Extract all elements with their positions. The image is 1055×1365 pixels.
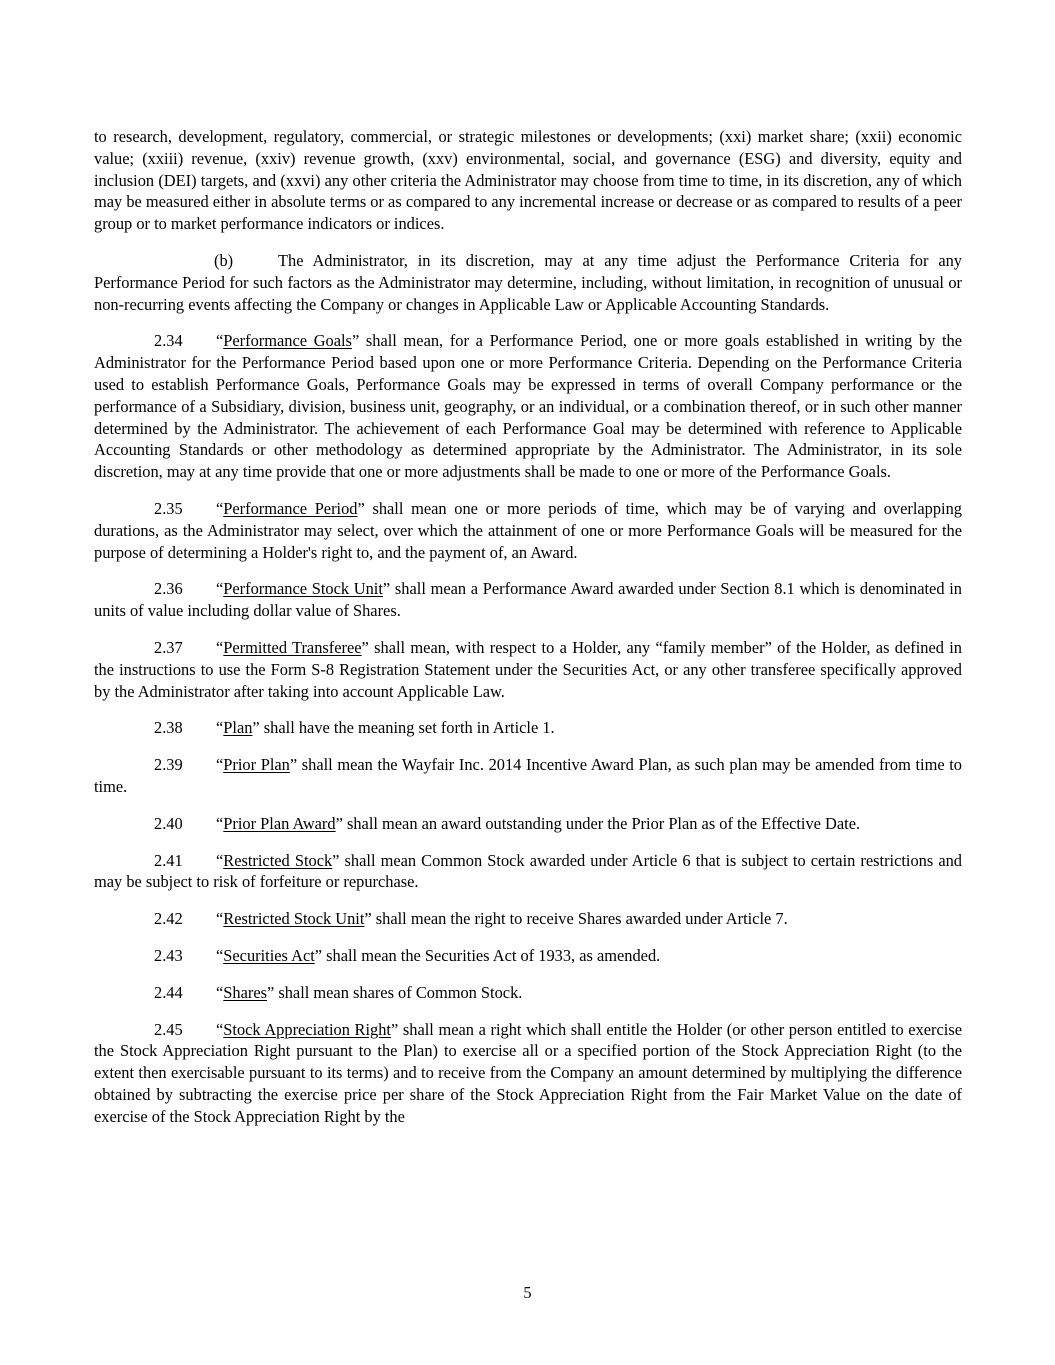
definition-text: ” shall mean one or more periods of time, which may be of varying and overlapping durations, as the Administrator may select, over which the attainment of one or more Performance Goals will be measured for the purpose of determining a Holder's right to, and the payment of, an Award. (94, 498, 963, 562)
subsection-label: (b) (214, 250, 234, 270)
defined-term: Restricted Stock Unit (223, 909, 365, 929)
definition-paragraph (94, 1019, 962, 1128)
definition-number: 2.37 (154, 637, 183, 657)
defined-term: Prior Plan (223, 755, 290, 775)
open-quote: “ (216, 755, 224, 775)
subsection-b (94, 250, 962, 315)
definition-paragraph (94, 945, 962, 967)
open-quote: “ (216, 498, 224, 518)
definition-number: 2.41 (154, 850, 183, 870)
definition-number: 2.34 (154, 331, 183, 351)
defined-term: Performance Stock Unit (223, 579, 383, 599)
definition-paragraph (94, 850, 962, 894)
defined-term: Securities Act (223, 945, 315, 965)
defined-term: Performance Goals (223, 331, 352, 351)
definition-text: ” shall mean, with respect to a Holder, any “family member” of the Holder, as defined in the instructions to use the Form S-8 Registration Statement under the Securities Act, or any other transferee specifically approved by the Administrator after taking into account Applicable Law. (94, 637, 962, 701)
definition-number: 2.40 (154, 813, 183, 833)
definition-text: ” shall mean the Securities Act of 1933, as amended. (314, 945, 661, 965)
definition-text: ” shall have the meaning set forth in Article 1. (252, 718, 555, 738)
open-quote: “ (216, 909, 224, 929)
definition-paragraph (94, 637, 962, 702)
definition-text: ” shall mean an award outstanding under the Prior Plan as of the Effective Date. (335, 813, 861, 833)
open-quote: “ (216, 718, 224, 738)
open-quote: “ (216, 850, 224, 870)
open-quote: “ (216, 637, 224, 657)
definition-paragraph (94, 754, 962, 798)
definition-number: 2.42 (154, 909, 183, 929)
definition-text: ” shall mean a Performance Award awarded under Section 8.1 which is denominated in units of value including dollar value of Shares. (94, 579, 962, 621)
open-quote: “ (216, 813, 224, 833)
definition-number: 2.45 (154, 1019, 183, 1039)
page-number: 5 (523, 1283, 532, 1302)
definition-text: ” shall mean shares of Common Stock. (266, 982, 523, 1002)
definition-text: ” shall mean the Wayfair Inc. 2014 Incentive Award Plan, as such plan may be amended from time to time. (94, 755, 962, 796)
definition-paragraph (94, 813, 962, 835)
definition-paragraph (94, 717, 962, 739)
definition-text: ” shall mean, for a Performance Period, one or more goals established in writing by the Administrator for the Performance Period based upon one or more Performance Criteria. Depending on the Performance Criteria used to establish Performance Goals, Performance Goals may be expressed in terms of overall Company performance or the performance of a Subsidiary, division, business unit, geography, or an individual, or a combination thereof, or in such other manner determined by the Administrator. The achievement of each Performance Goal may be determined with reference to Applicable Accounting Standards or other methodology as determined appropriate by the Administrator. The Administrator, in its sole discretion, may at any time provide that one or more adjustments shall be made to one or more of the Performance Goals. (94, 331, 962, 482)
definition-text: ” shall mean a right which shall entitle the Holder (or other person entitled to exercise the Stock Appreciation Right pursuant to the Plan) to exercise all or a specified portion of the Stock Appreciation Right (to the extent then exercisable pursuant to its terms) and to receive from the Company an amount determined by multiplying the difference obtained by subtracting the exercise price per share of the Stock Appreciation Right from the Fair Market Value on the date of exercise of the Stock Appreciation Right by the (94, 1019, 962, 1126)
definitions-list (94, 330, 962, 1127)
definition-number: 2.38 (154, 718, 183, 738)
defined-term: Stock Appreciation Right (223, 1019, 391, 1039)
definition-text: ” shall mean Common Stock awarded under Article 6 that is subject to certain restrictions and may be subject to risk of forfeiture or repurchase. (94, 850, 963, 892)
definition-paragraph (94, 330, 962, 483)
defined-term: Prior Plan Award (223, 813, 336, 833)
open-quote: “ (216, 982, 224, 1002)
definition-paragraph (94, 982, 962, 1004)
definition-number: 2.35 (154, 498, 183, 518)
defined-term: Restricted Stock (223, 850, 333, 870)
definition-number: 2.39 (154, 755, 183, 775)
definition-paragraph (94, 498, 962, 563)
open-quote: “ (216, 1019, 224, 1039)
document-page (94, 126, 962, 1142)
definition-paragraph (94, 578, 962, 622)
definition-number: 2.44 (154, 982, 183, 1002)
defined-term: Shares (223, 982, 267, 1002)
defined-term: Permitted Transferee (223, 637, 362, 657)
definition-paragraph (94, 908, 962, 930)
definition-text: ” shall mean the right to receive Shares awarded under Article 7. (364, 909, 788, 929)
defined-term: Plan (223, 718, 253, 738)
definition-number: 2.43 (154, 945, 183, 965)
open-quote: “ (216, 579, 224, 599)
open-quote: “ (216, 331, 224, 351)
intro-paragraph: to research, development, regulatory, commercial, or strategic milestones or developments; (xxi) market share; (xxii) economic value; (xxiii) revenue, (xxiv) revenue growth, (xxv) environmental, social, and governance (ESG) and diversity, equity and inclusion (DEI) targets, and (xxvi) any other criteria the Administrator may choose from time to time, in its discretion, any of which may be measured either in absolute terms or as compared to any incremental increase or decrease or as compared to results of a peer group or to market performance indicators or indices. (94, 127, 962, 234)
definition-number: 2.36 (154, 579, 183, 599)
open-quote: “ (216, 945, 224, 965)
defined-term: Performance Period (223, 498, 358, 518)
subsection-text: The Administrator, in its discretion, may at any time adjust the Performance Criteria for any Performance Period for such factors as the Administrator may determine, including, without limitation, in recognition of unusual or non-recurring events affecting the Company or changes in Applicable Law or Applicable Accounting Standards. (94, 250, 962, 314)
